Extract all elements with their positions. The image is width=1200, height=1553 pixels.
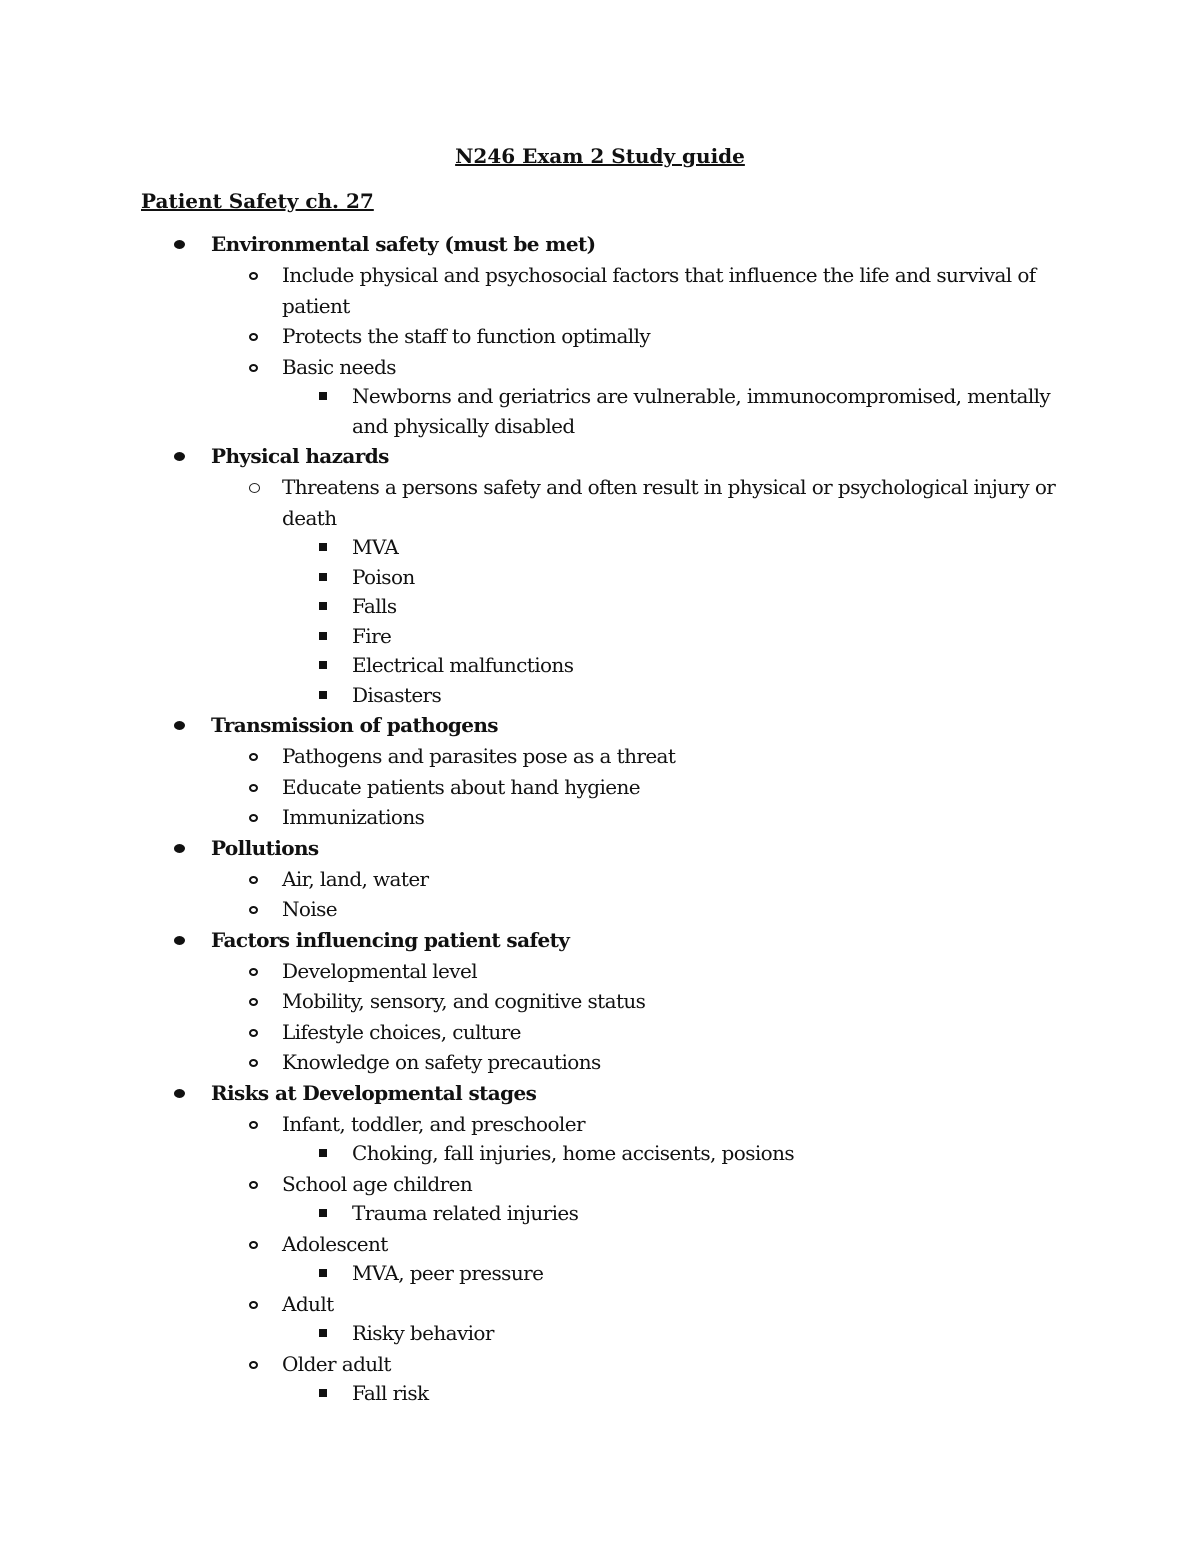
outline-detail-item <box>0 1259 1200 1289</box>
outline-item-text: Include physical and psychosocial factors that influence the life and survival of patient <box>282 263 1036 318</box>
square-bullet-icon <box>319 1149 327 1157</box>
outline-sub-item <box>0 956 1200 987</box>
outline-item-text: Protects the staff to function optimally <box>282 324 651 348</box>
outline-item-text: Immunizations <box>282 805 425 829</box>
outline-item-text: Noise <box>282 897 338 921</box>
outline-detail-item <box>0 533 1200 563</box>
square-bullet-icon <box>319 1269 327 1277</box>
hollow-circle-bullet-icon <box>249 1181 258 1189</box>
outline-item-text: Older adult <box>282 1351 391 1376</box>
filled-circle-bullet-icon <box>174 452 185 461</box>
outline-sub-item <box>0 1017 1200 1048</box>
outline-sub-item <box>0 260 1200 321</box>
outline-item-text: MVA <box>352 535 399 559</box>
outline-sub-item <box>0 741 1200 772</box>
outline-item-text: Poison <box>352 564 415 589</box>
outline-detail-item <box>0 681 1200 711</box>
outline-detail-item <box>0 651 1200 681</box>
outline-heading-item <box>0 441 1200 472</box>
hollow-circle-bullet-icon <box>249 483 260 493</box>
outline-item-text: Air, land, water <box>282 866 429 891</box>
square-bullet-icon <box>319 573 327 581</box>
outline-sub-item <box>0 986 1200 1017</box>
outline-detail-item <box>0 1319 1200 1349</box>
outline-heading-item <box>0 229 1200 260</box>
square-bullet-icon <box>319 1329 327 1337</box>
outline-detail-item <box>0 1199 1200 1229</box>
outline-sub-item <box>0 1229 1200 1260</box>
filled-circle-bullet-icon <box>174 1089 185 1098</box>
outline-sub-item <box>0 1169 1200 1200</box>
outline-list <box>0 229 1200 1409</box>
outline-item-text: Electrical malfunctions <box>352 653 574 677</box>
outline-heading-item <box>0 710 1200 741</box>
hollow-circle-bullet-icon <box>249 272 258 280</box>
outline-sub-item <box>0 864 1200 895</box>
outline-sub-item <box>0 772 1200 803</box>
hollow-circle-bullet-icon <box>249 1301 258 1309</box>
filled-circle-bullet-icon <box>174 240 185 249</box>
outline-item-text: Trauma related injuries <box>352 1201 579 1225</box>
outline-item-text: Factors influencing patient safety <box>211 927 570 952</box>
square-bullet-icon <box>319 543 327 551</box>
outline-sub-item <box>0 1349 1200 1380</box>
hollow-circle-bullet-icon <box>249 998 258 1006</box>
outline-item-text: Pollutions <box>211 835 319 860</box>
outline-item-text: Infant, toddler, and preschooler <box>282 1111 585 1136</box>
outline-detail-item <box>0 1139 1200 1169</box>
square-bullet-icon <box>319 1389 327 1397</box>
outline-sub-item <box>0 321 1200 352</box>
outline-item-text: Mobility, sensory, and cognitive status <box>282 989 646 1013</box>
outline-detail-item <box>0 592 1200 622</box>
outline-item-text: Disasters <box>352 682 442 707</box>
filled-circle-bullet-icon <box>174 721 185 730</box>
square-bullet-icon <box>319 1209 327 1217</box>
hollow-circle-bullet-icon <box>249 784 258 792</box>
hollow-circle-bullet-icon <box>249 333 258 341</box>
outline-item-text: Basic needs <box>282 354 396 379</box>
outline-item-text: Adult <box>282 1291 334 1316</box>
outline-item-text: Physical hazards <box>211 444 389 468</box>
outline-item-text: Developmental level <box>282 958 478 983</box>
outline-item-text: Knowledge on safety precautions <box>282 1050 601 1074</box>
outline-item-text: MVA, peer pressure <box>352 1261 544 1285</box>
outline-item-text: Fall risk <box>352 1381 429 1405</box>
hollow-circle-bullet-icon <box>249 364 258 372</box>
square-bullet-icon <box>319 602 327 610</box>
outline-item-text: Lifestyle choices, culture <box>282 1019 521 1044</box>
section-heading: Patient Safety ch. 27 <box>141 189 374 213</box>
outline-sub-item <box>0 894 1200 925</box>
outline-item-text: Environmental safety (must be met) <box>211 232 596 256</box>
outline-sub-item <box>0 1289 1200 1320</box>
filled-circle-bullet-icon <box>174 844 185 853</box>
outline-heading-item <box>0 833 1200 864</box>
square-bullet-icon <box>319 691 327 699</box>
hollow-circle-bullet-icon <box>249 1059 258 1067</box>
hollow-circle-bullet-icon <box>249 1029 258 1037</box>
outline-item-text: Adolescent <box>282 1231 388 1256</box>
outline-item-text: School age children <box>282 1171 473 1196</box>
outline-sub-item <box>0 1109 1200 1140</box>
hollow-circle-bullet-icon <box>249 1361 258 1369</box>
outline-detail-item <box>0 382 1200 441</box>
outline-sub-item <box>0 472 1200 533</box>
outline-detail-item <box>0 1379 1200 1409</box>
hollow-circle-bullet-icon <box>249 876 258 884</box>
hollow-circle-bullet-icon <box>249 906 258 914</box>
hollow-circle-bullet-icon <box>249 753 258 761</box>
outline-item-text: Risks at Developmental stages <box>211 1080 537 1105</box>
outline-item-text: Risky behavior <box>352 1321 494 1345</box>
outline-detail-item <box>0 622 1200 652</box>
outline-item-text: Pathogens and parasites pose as a threat <box>282 744 676 768</box>
outline-heading-item <box>0 1078 1200 1109</box>
outline-item-text: Falls <box>352 594 397 618</box>
square-bullet-icon <box>319 632 327 640</box>
outline-item-text: Threatens a persons safety and often result in physical or psychological injury or death <box>282 475 1056 530</box>
outline-item-text: Newborns and geriatrics are vulnerable, immunocompromised, mentally and physically disabled <box>352 384 1051 438</box>
hollow-circle-bullet-icon <box>249 968 258 976</box>
outline-sub-item <box>0 802 1200 833</box>
outline-item-text: Educate patients about hand hygiene <box>282 774 640 799</box>
outline-heading-item <box>0 925 1200 956</box>
outline-sub-item <box>0 1047 1200 1078</box>
document-title: N246 Exam 2 Study guide <box>455 144 745 168</box>
hollow-circle-bullet-icon <box>249 814 258 822</box>
outline-detail-item <box>0 563 1200 593</box>
outline-sub-item <box>0 352 1200 383</box>
square-bullet-icon <box>319 392 327 400</box>
hollow-circle-bullet-icon <box>249 1121 258 1129</box>
square-bullet-icon <box>319 661 327 669</box>
hollow-circle-bullet-icon <box>249 1241 258 1249</box>
outline-item-text: Choking, fall injuries, home accisents, posions <box>352 1141 795 1165</box>
filled-circle-bullet-icon <box>174 936 185 945</box>
outline-item-text: Transmission of pathogens <box>211 713 498 737</box>
outline-item-text: Fire <box>352 623 392 648</box>
